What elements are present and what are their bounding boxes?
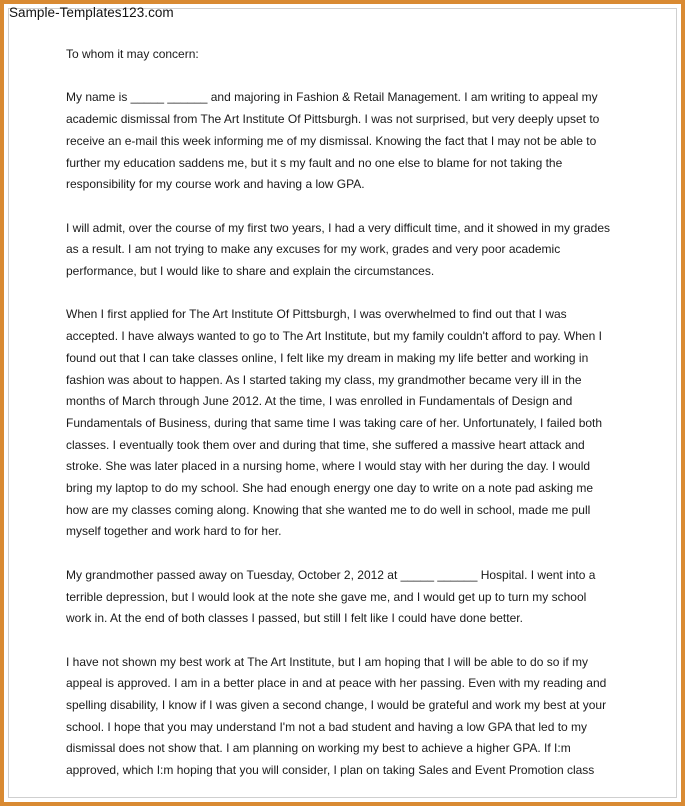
- text-line: academic dismissal from The Art Institute Of Pittsburgh. I was not surprised, but very deeply upset to: [66, 112, 600, 127]
- text-line: work in. At the end of both classes I passed, but still I felt like I could have done better.: [66, 611, 523, 626]
- paragraph-5: [66, 652, 626, 782]
- text-line: fashion was about to happen. As I started taking my class, my grandmother became very ill in the: [66, 372, 582, 387]
- text-line: stroke. She was later placed in a nursing home, where I would stay with her during the day. I would: [66, 459, 591, 474]
- text-line: how are my classes coming along. Knowing that she wanted me to do well in school, made me pull: [66, 502, 591, 517]
- watermark-text: Sample-Templates123.com: [9, 5, 174, 20]
- text-line: When I first applied for The Art Institute Of Pittsburgh, I was overwhelmed to find out that I was: [66, 307, 567, 322]
- text-line: dismissal does not show that. I am planning on working my best to achieve a higher GPA. If I:m: [66, 741, 571, 756]
- text-line: spelling disability, I know if I was given a second change, I would be grateful and work my best at your: [66, 698, 607, 713]
- text-line: approved, which I:m hoping that you will consider, I plan on taking Sales and Event Promotion class: [66, 763, 595, 778]
- text-line: accepted. I have always wanted to go to The Art Institute, but my family couldn't afford to pay. When I: [66, 329, 602, 344]
- text-line: bring my laptop to do my school. She had enough energy one day to write on a note pad asking me: [66, 481, 594, 496]
- text-line: months of March through June 2012. At the time, I was enrolled in Fundamentals of Design and: [66, 394, 573, 409]
- letter-body: [66, 44, 626, 782]
- text-line: responsibility for my course work and having a low GPA.: [66, 177, 365, 192]
- paragraph-2: [66, 218, 626, 283]
- paragraph-4: [66, 565, 626, 630]
- text-line: myself together and work hard to for her.: [66, 524, 282, 539]
- paragraph-gap: [66, 283, 626, 305]
- text-line: further my education saddens me, but it s my fault and no one else to blame for not taking the: [66, 155, 563, 170]
- text-line: found out that I can take classes online, I felt like my dream in making my life better and working in: [66, 350, 589, 365]
- text-line: I will admit, over the course of my first two years, I had a very difficult time, and it showed in my grades: [66, 220, 610, 235]
- text-line: My grandmother passed away on Tuesday, October 2, 2012 at _____ ______ Hospital. I went into a: [66, 567, 596, 582]
- text-line: My name is _____ ______ and majoring in Fashion & Retail Management. I am writing to appeal my: [66, 90, 598, 105]
- paragraph-gap: [66, 543, 626, 565]
- text-line: as a result. I am not trying to make any excuses for my work, grades and very poor academic: [66, 242, 561, 257]
- text-line: Fundamentals of Business, during that same time I was taking care of her. Unfortunately, I failed both: [66, 415, 603, 430]
- paragraph-3: [66, 304, 626, 543]
- text-line: performance, but I would like to share and explain the circumstances.: [66, 264, 435, 278]
- text-line: classes. I eventually took them over and during that time, she suffered a massive heart attack and: [66, 437, 585, 452]
- paragraph-gap: [66, 630, 626, 652]
- salutation: To whom it may concern:: [66, 47, 199, 61]
- text-line: appeal is approved. I am in a better place in and at peace with her passing. Even with my reading and: [66, 676, 607, 691]
- paragraph-1: [66, 87, 626, 196]
- paragraph-gap: [66, 196, 626, 218]
- text-line: terrible depression, but I would look at the note she gave me, and I would get up to turn my school: [66, 589, 587, 604]
- text-line: receive an e-mail this week informing me of my dismissal. Knowing the fact that I may not be able to: [66, 133, 597, 148]
- text-line: I have not shown my best work at The Art Institute, but I am hoping that I will be able to do so if my: [66, 654, 589, 669]
- text-line: school. I hope that you may understand I'm not a bad student and having a low GPA that led to my: [66, 719, 588, 734]
- paragraph-gap: [66, 66, 626, 88]
